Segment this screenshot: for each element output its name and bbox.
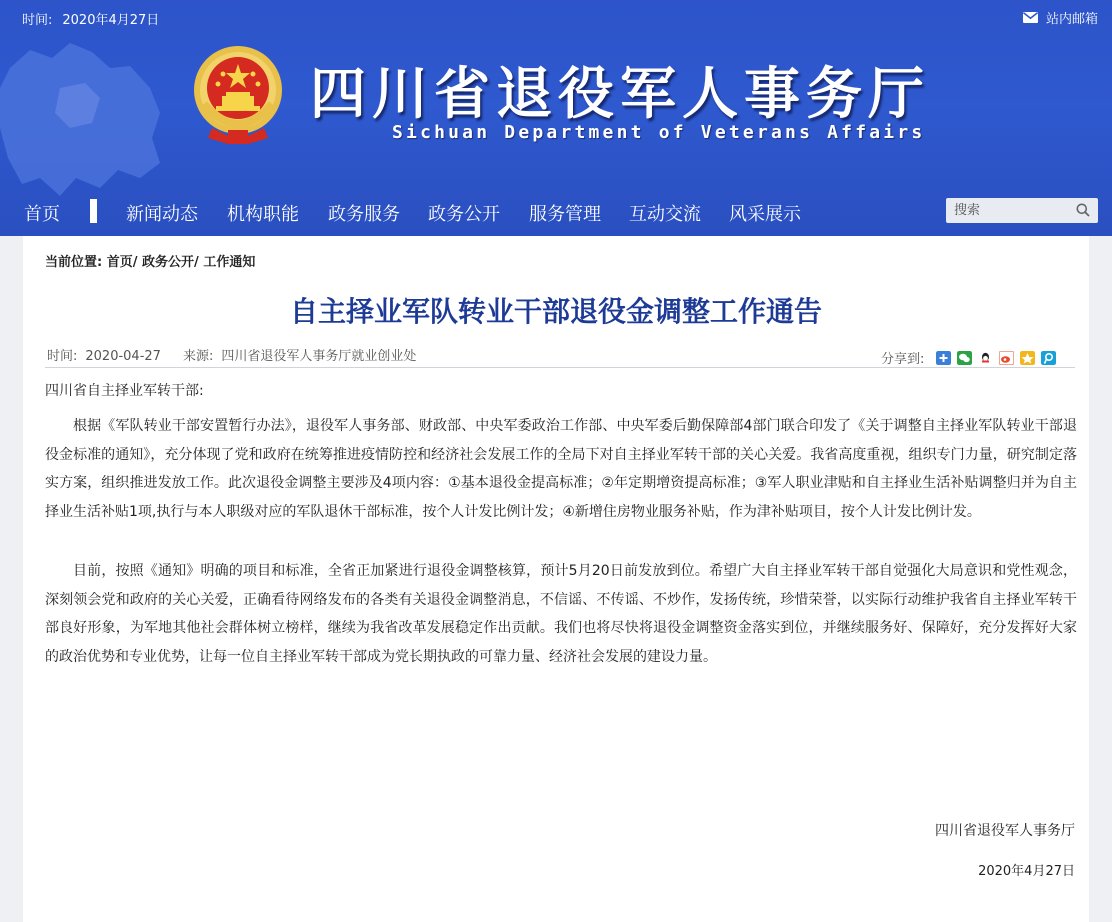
breadcrumb: 当前位置: 首页/ 政务公开/ 工作通知 [45, 255, 256, 270]
search-input[interactable] [946, 199, 1064, 222]
site-header [0, 0, 1112, 236]
nav-item-showcase[interactable]: 风采展示 [729, 204, 801, 225]
article-paragraph-2: 目前，按照《通知》明确的项目和标准，全省正加紧进行退役金调整核算，预计5月20日前发放到位。希望广大自主择业军转干部自觉强化大局意识和党性观念，深刻领会党和政府的关心关爱，正确看待网络发布的各类有关退役金调整消息，不信谣、不传谣、不炒作，发扬传统，珍惜荣誉，以实际行动维护我省自主择业军转干部良好形象，为军地其他社会群体树立榜样，继续为我省改革发展稳定作出贡献。我们也将尽快将退役金调整资金落实到位，并继续服务好、保障好，充分发挥好大家的政治优势和专业优势，让每一位自主择业军转干部成为党长期执政的可靠力量、经济社会发展的建设力量。 [45, 563, 1077, 665]
nav-item-news[interactable]: 新闻动态 [126, 204, 198, 225]
article-title: 自主择业军队转业干部退役金调整工作通告 [289, 295, 822, 328]
nav-item-interaction[interactable]: 互动交流 [629, 204, 701, 225]
share-more-icon[interactable] [936, 351, 951, 365]
search-icon[interactable] [1076, 203, 1090, 217]
article-meta [47, 345, 416, 364]
qzone-icon[interactable] [1020, 351, 1035, 365]
article-signature: 四川省退役军人事务厅 [935, 823, 1075, 839]
nav-active-indicator [90, 199, 97, 223]
breadcrumb-label: 当前位置: [45, 255, 103, 270]
nav-item-services[interactable]: 政务服务 [328, 204, 400, 225]
breadcrumb-home[interactable]: 首页 [106, 255, 133, 270]
article-paragraph-1: 根据《军队转业干部安置暂行办法》，退役军人事务部、财政部、中央军委政治工作部、中央军委后勤保障部4部门联合印发了《关于调整自主择业军队转业干部退役金标准的通知》，充分体现了党和政府在统筹推进疫情防控和经济社会发展工作的全局下对自主择业军转干部的关心关爱。我省高度重视，组织专门力量，研究制定落实方案，组织推进发放工作。此次退役金调整主要涉及4项内容：①基本退役金提高标准；②年定期增资提高标准；③军人职业津贴和自主择业生活补贴调整归并为自主择业生活补贴1项,执行与本人职级对应的军队退休干部标准，按个人计发比例计发；④新增住房物业服务补贴，作为津补贴项目，按个人计发比例计发。 [45, 418, 1077, 520]
wechat-icon[interactable] [957, 351, 972, 365]
time-label: 时间: [47, 349, 78, 364]
tencent-weibo-icon[interactable] [1041, 351, 1056, 365]
header-date-label: 时间: [22, 13, 53, 28]
breadcrumb-public-affairs[interactable]: 政务公开 [142, 255, 195, 270]
site-title-cn: 四川省退役军人事务厅 [310, 61, 930, 127]
national-emblem-icon [190, 44, 286, 148]
article-salutation: 四川省自主择业军转干部: [45, 383, 204, 399]
header-date-value: 2020年4月27日 [62, 13, 160, 28]
mailbox-label: 站内邮箱 [1045, 12, 1098, 27]
share-bar [881, 348, 1056, 367]
nav-item-home[interactable]: 首页 [24, 204, 60, 225]
mailbox-link[interactable] [1023, 8, 1098, 27]
qq-icon[interactable] [978, 351, 993, 365]
source-label: 来源: [182, 349, 214, 364]
header-date [22, 9, 159, 28]
envelope-icon [1023, 12, 1038, 23]
search-box [946, 198, 1098, 223]
top-bar [0, 0, 1112, 34]
time-value: 2020-04-27 [85, 349, 161, 364]
sichuan-map-graphic [0, 28, 170, 203]
nav-item-public-affairs[interactable]: 政务公开 [428, 204, 500, 225]
nav-item-functions[interactable]: 机构职能 [227, 204, 299, 225]
share-label: 分享到: [881, 352, 925, 367]
meta-divider [45, 367, 1075, 368]
weibo-icon[interactable] [999, 351, 1014, 365]
source-value: 四川省退役军人事务厅就业创业处 [221, 349, 417, 364]
site-title-en: Sichuan Department of Veterans Affairs [392, 122, 926, 143]
nav-item-service-management[interactable]: 服务管理 [529, 204, 601, 225]
breadcrumb-work-notice[interactable]: 工作通知 [203, 255, 256, 270]
article-signature-date: 2020年4月27日 [978, 864, 1075, 879]
article-panel [23, 236, 1089, 922]
